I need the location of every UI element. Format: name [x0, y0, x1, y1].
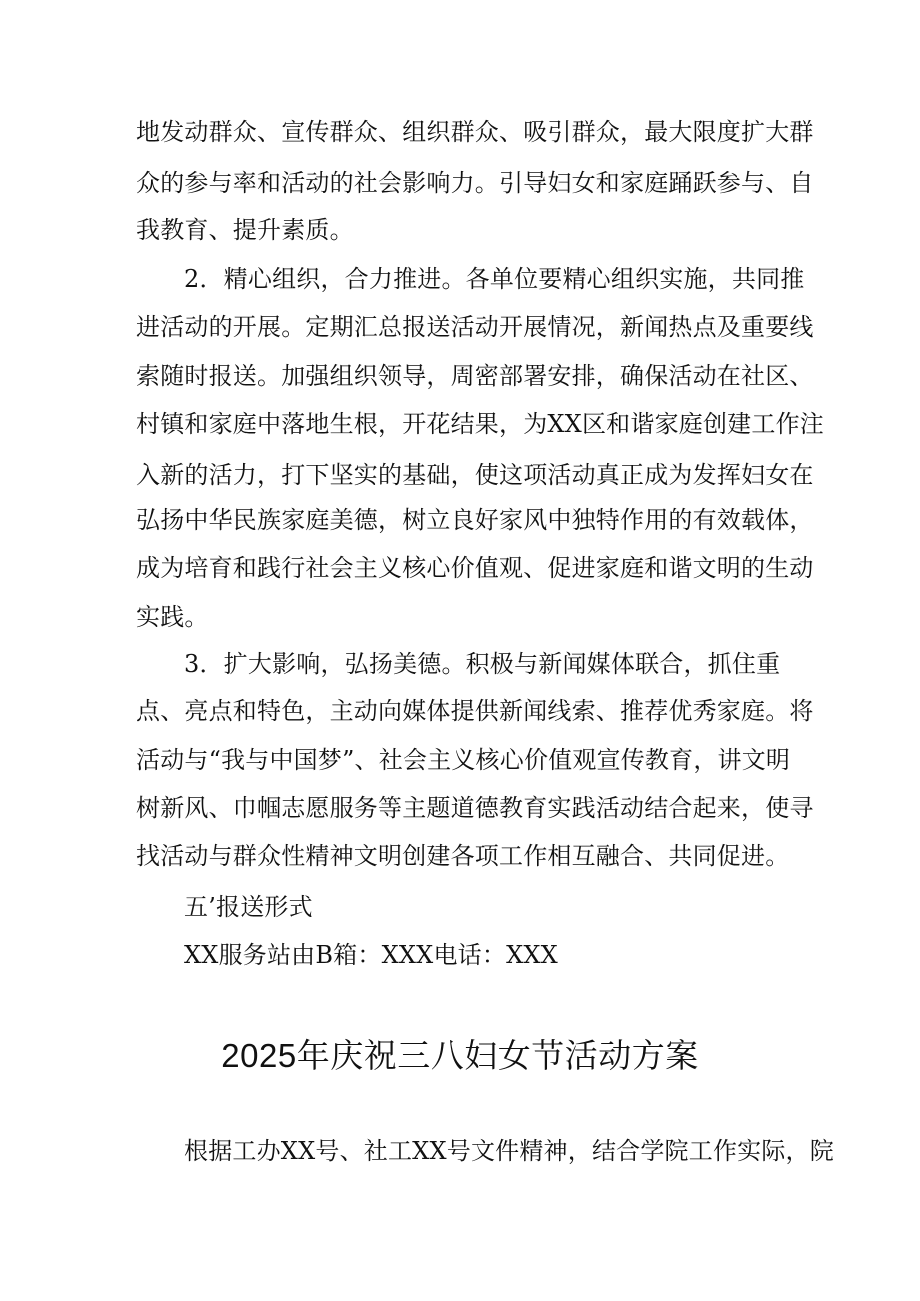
- paragraph-line: 树新风、巾帼志愿服务等主题道德教育实践活动结合起来，使寻: [136, 794, 814, 822]
- paragraph-line: 索随时报送。加强组织领导，周密部署安排，确保活动在社区、: [136, 362, 814, 390]
- paragraph-line: 2．精心组织，合力推进。各单位要精心组织实施，共同推: [184, 265, 805, 293]
- paragraph-line: 成为培育和践行社会主义核心价值观、促进家庭和谐文明的生动: [136, 554, 814, 582]
- paragraph-line: 找活动与群众性精神文明创建各项工作相互融合、共同促进。: [136, 842, 790, 870]
- paragraph-line: 地发动群众、宣传群众、组织群众、吸引群众，最大限度扩大群: [136, 118, 814, 146]
- paragraph-line: 点、亮点和特色，主动向媒体提供新闻线索、推荐优秀家庭。将: [136, 697, 814, 725]
- paragraph-line: 弘扬中华民族家庭美德，树立良好家风中独特作用的有效载体，: [136, 506, 814, 534]
- paragraph-line: 众的参与率和活动的社会影响力。引导妇女和家庭踊跃参与、自: [136, 169, 814, 197]
- paragraph-line: 入新的活力，打下坚实的基础，使这项活动真正成为发挥妇女在: [136, 461, 814, 489]
- paragraph-line: 我教育、提升素质。: [136, 216, 354, 244]
- paragraph-line: 实践。: [136, 603, 209, 631]
- document-title: 2025年庆祝三八妇女节活动方案: [221, 1037, 699, 1074]
- paragraph-line: 3．扩大影响，弘扬美德。积极与新闻媒体联合，抓住重: [184, 650, 781, 678]
- paragraph-line: 村镇和家庭中落地生根，开花结果，为XX区和谐家庭创建工作注: [136, 410, 824, 438]
- contact-line: XX服务站由B箱：XXX电话：XXX: [184, 941, 558, 969]
- paragraph-line: 进活动的开展。定期汇总报送活动开展情况，新闻热点及重要线: [136, 313, 814, 341]
- section-heading: 五’报送形式: [184, 893, 313, 921]
- intro-line: 根据工办XX号、社工XX号文件精神，结合学院工作实际，院: [184, 1137, 834, 1165]
- paragraph-line: 活动与“我与中国梦”、社会主义核心价值观宣传教育，讲文明: [136, 746, 791, 774]
